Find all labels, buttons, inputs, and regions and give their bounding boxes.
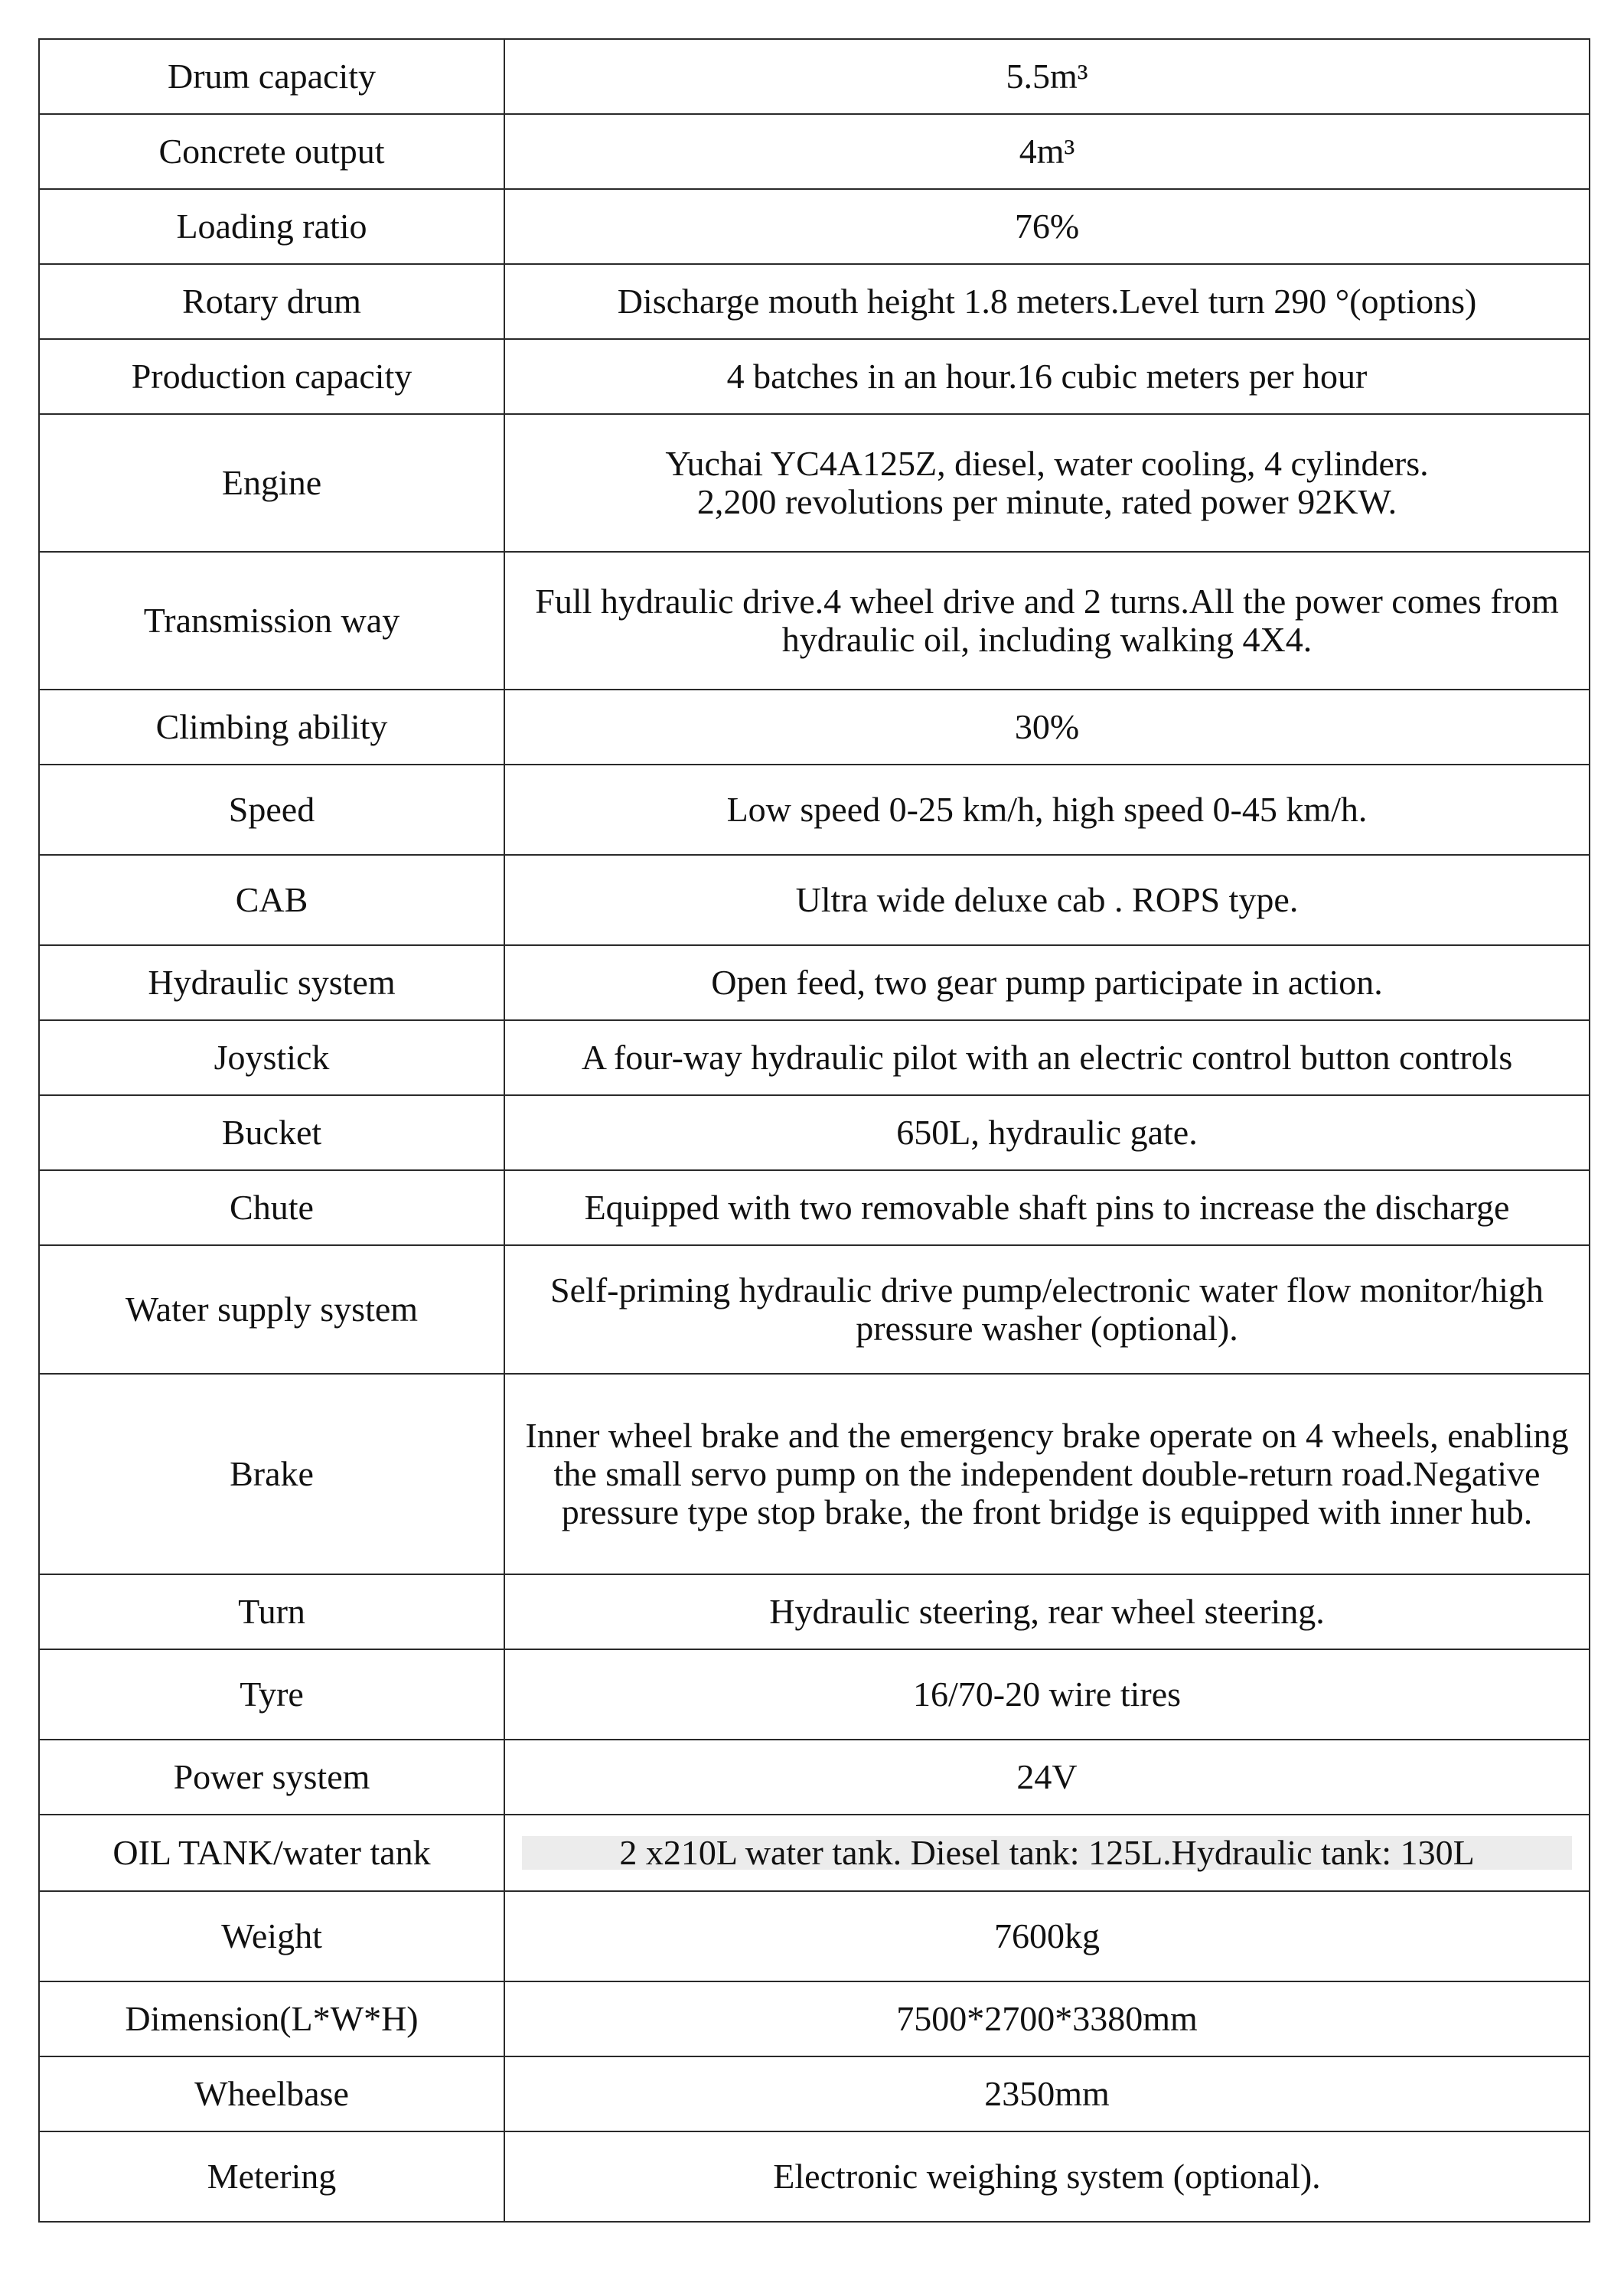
- spec-label: Power system: [39, 1740, 504, 1815]
- spec-value-cell: Equipped with two removable shaft pins to increase the discharge: [504, 1170, 1590, 1245]
- spec-value-cell: Inner wheel brake and the emergency brake operate on 4 wheels, enabling the small servo pump on the independent double-return road.Negative pressure type stop brake, the front bridge is equipped with inner hub.: [504, 1374, 1590, 1574]
- spec-row: [39, 1649, 1590, 1740]
- spec-value-cell: 7600kg: [504, 1891, 1590, 1981]
- spec-row: [39, 414, 1590, 552]
- spec-label: Turn: [39, 1574, 504, 1649]
- spec-row: [39, 1740, 1590, 1815]
- spec-label: Concrete output: [39, 114, 504, 189]
- spec-label: Water supply system: [39, 1245, 504, 1374]
- spec-label: Brake: [39, 1374, 504, 1574]
- spec-value-cell: Electronic weighing system (optional).: [504, 2131, 1590, 2222]
- spec-label: Chute: [39, 1170, 504, 1245]
- spec-value-cell: Ultra wide deluxe cab . ROPS type.: [504, 855, 1590, 945]
- spec-label: Joystick: [39, 1020, 504, 1095]
- spec-label: Dimension(L*W*H): [39, 1981, 504, 2056]
- spec-table-body: [39, 39, 1590, 2222]
- spec-label: Hydraulic system: [39, 945, 504, 1020]
- spec-label: Drum capacity: [39, 39, 504, 114]
- spec-row: [39, 2131, 1590, 2222]
- spec-label: Loading ratio: [39, 189, 504, 264]
- spec-label: Wheelbase: [39, 2056, 504, 2131]
- spec-label: Bucket: [39, 1095, 504, 1170]
- spec-value-cell: 76%: [504, 189, 1590, 264]
- spec-value-cell: 16/70-20 wire tires: [504, 1649, 1590, 1740]
- spec-label: Engine: [39, 414, 504, 552]
- spec-value-cell: 4m³: [504, 114, 1590, 189]
- spec-row: [39, 1815, 1590, 1891]
- spec-label: OIL TANK/water tank: [39, 1815, 504, 1891]
- spec-row: [39, 552, 1590, 690]
- spec-label: Transmission way: [39, 552, 504, 690]
- spec-value-cell: Discharge mouth height 1.8 meters.Level turn 290 °(options): [504, 264, 1590, 339]
- spec-table: [38, 38, 1590, 2223]
- spec-value-cell: A four-way hydraulic pilot with an electric control button controls: [504, 1020, 1590, 1095]
- spec-label: Weight: [39, 1891, 504, 1981]
- spec-value-cell: 2350mm: [504, 2056, 1590, 2131]
- spec-row: [39, 39, 1590, 114]
- spec-label: Production capacity: [39, 339, 504, 414]
- spec-label: CAB: [39, 855, 504, 945]
- spec-row: [39, 1574, 1590, 1649]
- spec-value-cell: Full hydraulic drive.4 wheel drive and 2 turns.All the power comes from hydraulic oil, including walking 4X4.: [504, 552, 1590, 690]
- spec-label: Climbing ability: [39, 690, 504, 765]
- spec-row: [39, 2056, 1590, 2131]
- spec-label: Metering: [39, 2131, 504, 2222]
- spec-value-cell: 650L, hydraulic gate.: [504, 1095, 1590, 1170]
- spec-value-cell: 7500*2700*3380mm: [504, 1981, 1590, 2056]
- spec-value-cell: 30%: [504, 690, 1590, 765]
- spec-label: Rotary drum: [39, 264, 504, 339]
- spec-value-cell: 24V: [504, 1740, 1590, 1815]
- spec-row: [39, 1981, 1590, 2056]
- spec-row: [39, 1891, 1590, 1981]
- spec-value-cell: [504, 1815, 1590, 1891]
- spec-label: Speed: [39, 765, 504, 855]
- spec-row: [39, 765, 1590, 855]
- spec-row: [39, 189, 1590, 264]
- spec-value: 2 x210L water tank. Diesel tank: 125L.Hydraulic tank: 130L: [522, 1836, 1572, 1870]
- spec-row: [39, 1374, 1590, 1574]
- spec-row: [39, 1170, 1590, 1245]
- spec-row: [39, 1245, 1590, 1374]
- spec-row: [39, 690, 1590, 765]
- spec-value-cell: Hydraulic steering, rear wheel steering.: [504, 1574, 1590, 1649]
- spec-label: Tyre: [39, 1649, 504, 1740]
- spec-row: [39, 1020, 1590, 1095]
- spec-value-cell: Low speed 0-25 km/h, high speed 0-45 km/h.: [504, 765, 1590, 855]
- spec-row: [39, 855, 1590, 945]
- spec-value-cell: 4 batches in an hour.16 cubic meters per hour: [504, 339, 1590, 414]
- spec-value-cell: Self-priming hydraulic drive pump/electronic water flow monitor/high pressure washer (optional).: [504, 1245, 1590, 1374]
- spec-value-cell: Yuchai YC4A125Z, diesel, water cooling, 4 cylinders. 2,200 revolutions per minute, rated power 92KW.: [504, 414, 1590, 552]
- spec-row: [39, 945, 1590, 1020]
- spec-row: [39, 264, 1590, 339]
- spec-row: [39, 114, 1590, 189]
- spec-row: [39, 339, 1590, 414]
- spec-value-cell: Open feed, two gear pump participate in action.: [504, 945, 1590, 1020]
- spec-value-cell: 5.5m³: [504, 39, 1590, 114]
- spec-row: [39, 1095, 1590, 1170]
